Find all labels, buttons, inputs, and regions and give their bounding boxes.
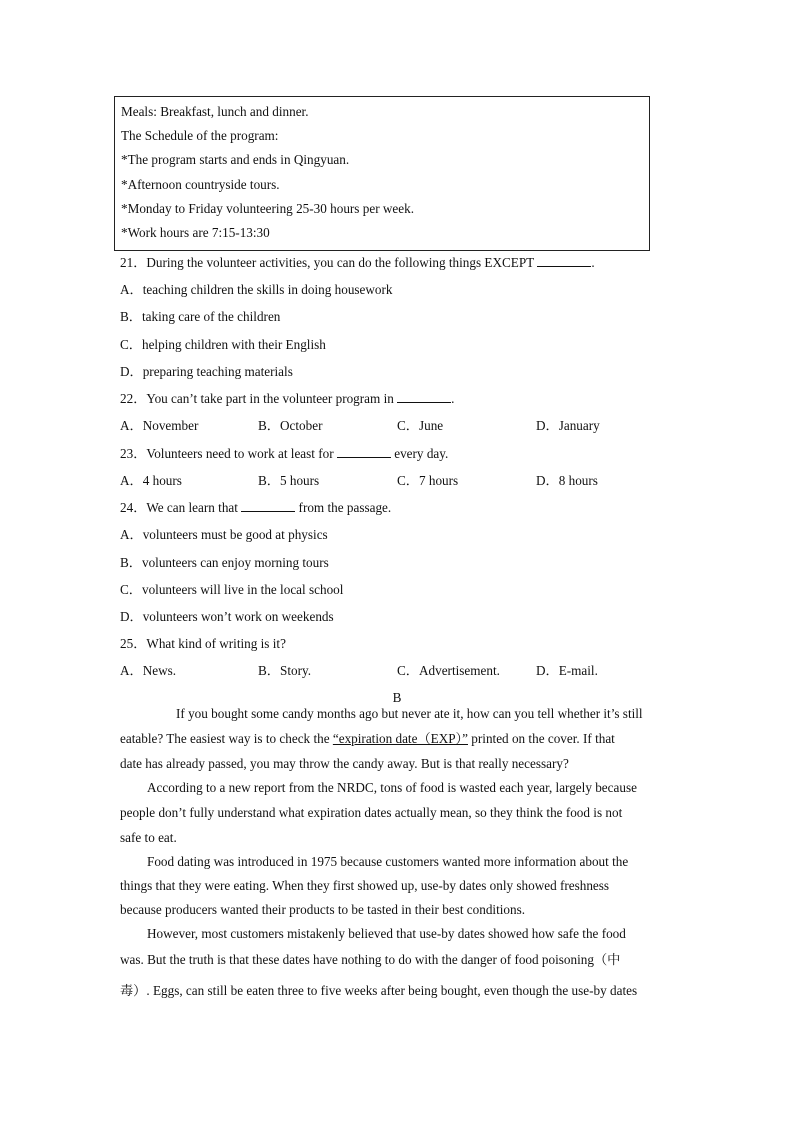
question-25-option-a: A．News. (120, 663, 177, 678)
question-21-option-c: C．helping children with their English (120, 337, 326, 352)
question-23-option-d: D．8 hours (536, 473, 598, 488)
question-25-stem: 25．What kind of writing is it? (120, 636, 286, 651)
passage-p3-line1: Food dating was introduced in 1975 because customers wanted more information about the (147, 854, 629, 869)
expiration-date-term: “expiration date（EXP）” (332, 731, 468, 746)
question-24-stem: 24．We can learn that from the passage. (120, 500, 392, 515)
question-24-option-d: D．volunteers won’t work on weekends (120, 609, 334, 624)
program-info-box (114, 96, 650, 251)
passage-p1-line2: eatable? The easiest way is to check the “expiration date（EXP）” printed on the cover. If that (120, 731, 615, 746)
question-21-option-b: B．taking care of the children (120, 309, 281, 324)
question-22-stem: 22．You can’t take part in the volunteer program in . (120, 391, 455, 406)
passage-p3-line3: because producers wanted their products to be tasted in their best conditions. (120, 902, 526, 917)
question-22-option-d: D．January (536, 418, 600, 433)
question-25-option-c: C．Advertisement. (397, 663, 500, 678)
box-line-work-hours: *Work hours are 7:15-13:30 (121, 225, 270, 240)
passage-p3-line2: things that they were eating. When they first showed up, use-by dates only showed freshness (120, 878, 610, 893)
passage-p2-line1: According to a new report from the NRDC, tons of food is wasted each year, largely because (147, 780, 637, 795)
question-24-option-c: C．volunteers will live in the local school (120, 582, 344, 597)
question-24-option-a: A．volunteers must be good at physics (120, 527, 328, 542)
question-21-option-d: D．preparing teaching materials (120, 364, 293, 379)
question-23-stem: 23．Volunteers need to work at least for every day. (120, 446, 449, 461)
passage-p2-line2: people don’t fully understand what expiration dates actually mean, so they think the food is not (120, 805, 623, 820)
question-22-option-a: A．November (120, 418, 199, 433)
question-25-option-b: B．Story. (258, 663, 312, 678)
box-line-tours: *Afternoon countryside tours. (121, 177, 280, 192)
answer-blank (397, 391, 451, 403)
box-line-schedule: The Schedule of the program: (121, 128, 279, 143)
question-21-stem: 21．During the volunteer activities, you can do the following things EXCEPT . (120, 255, 595, 270)
answer-blank (537, 255, 591, 267)
question-22-option-c: C．June (397, 418, 444, 433)
box-line-volunteering: *Monday to Friday volunteering 25-30 hours per week. (121, 201, 414, 216)
question-21-option-a: A．teaching children the skills in doing housework (120, 282, 393, 297)
passage-p4-line3: 毒）. Eggs, can still be eaten three to five weeks after being bought, even though the use-by dates (120, 983, 638, 998)
section-heading: B (392, 690, 402, 705)
question-22-option-b: B．October (258, 418, 323, 433)
box-line-meals: Meals: Breakfast, lunch and dinner. (121, 104, 309, 119)
question-25-option-d: D．E-mail. (536, 663, 598, 678)
passage-p4-line2: was. But the truth is that these dates have nothing to do with the danger of food poisoning（中 (120, 952, 621, 967)
passage-p1-line1: If you bought some candy months ago but never ate it, how can you tell whether it’s still (176, 706, 643, 721)
question-23-option-a: A．4 hours (120, 473, 182, 488)
passage-p1-line3: date has already passed, you may throw the candy away. But is that really necessary? (120, 756, 569, 771)
passage-p2-line3: safe to eat. (120, 830, 177, 845)
answer-blank (241, 500, 295, 512)
question-23-option-b: B．5 hours (258, 473, 320, 488)
question-24-option-b: B．volunteers can enjoy morning tours (120, 555, 329, 570)
passage-p4-line1: However, most customers mistakenly believed that use-by dates showed how safe the food (147, 926, 626, 941)
box-line-start-end: *The program starts and ends in Qingyuan. (121, 152, 350, 167)
answer-blank (337, 446, 391, 458)
question-23-option-c: C．7 hours (397, 473, 459, 488)
